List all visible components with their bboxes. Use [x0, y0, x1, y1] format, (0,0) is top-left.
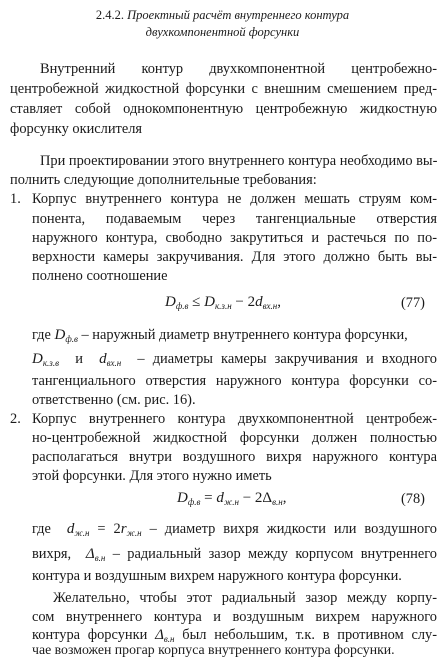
- item-1-marker: 1.: [10, 191, 21, 207]
- section-number: 2.4.2.: [95, 8, 124, 22]
- intro-line-1: Внутренний контур двухкомпонентной центробежно-: [40, 61, 437, 77]
- where-symbol: d: [66, 521, 75, 537]
- closing-symbol: Δ: [155, 627, 164, 643]
- item-1-line-3: наружного контура, свободно закрутиться и растечься по по-: [32, 230, 437, 246]
- requirements-line-1: При проектировании этого внутреннего контура необходимо вы-: [40, 153, 438, 169]
- formula-78-lhs-sub: ф.в: [187, 497, 201, 507]
- formula-77-t1: D: [204, 294, 215, 310]
- where-symbol: r: [120, 521, 127, 537]
- formula-77-t2: d: [255, 294, 263, 310]
- item-1-where-1: [32, 326, 408, 345]
- intro-line-3: ставляет собой однокомпонентную центробежную жидкостную: [10, 101, 437, 117]
- item-2-line-2: но-центробежной жидкостной форсунки должен полностью: [32, 430, 437, 446]
- where-text: – диаметры камеры закручивания и входного: [137, 351, 437, 367]
- where-symbol-sub: к.з.в: [42, 358, 59, 368]
- where-symbol: d: [99, 351, 107, 367]
- where-symbol-sub: в.н: [94, 553, 106, 563]
- equation-number-77: (77): [401, 295, 425, 311]
- section-title-part-2: двухкомпонентной форсунки: [145, 25, 300, 39]
- formula-77-lhs-sub: ф.в: [175, 301, 189, 311]
- where-symbol: D: [32, 351, 43, 367]
- item-2-line-3: располагаться внутри воздушного вихря наружного контура: [32, 449, 437, 465]
- formula-77-lhs: D: [165, 294, 176, 310]
- where-and: и: [75, 351, 83, 367]
- formula-77-minus: −: [235, 294, 244, 310]
- item-2-where-3: контура и воздушным вихрем наружного контура форсунки.: [32, 568, 402, 584]
- where-equals: = 2: [97, 521, 121, 537]
- where-text: – диаметр вихря жидкости или воздушного: [149, 521, 437, 537]
- formula-78-minus: −: [242, 490, 252, 506]
- formula-78-coef: 2Δ: [254, 490, 273, 506]
- formula-77-t1-sub: к.з.н: [214, 301, 232, 311]
- closing-line-2: сом внутреннего контура и воздушным вихрем наружного: [32, 609, 437, 625]
- item-1-line-5: полнено соотношение: [32, 268, 168, 284]
- where-symbol-sub: ф.в: [65, 334, 78, 344]
- formula-78-tail: ,: [282, 490, 287, 506]
- closing-text: контура форсунки: [32, 627, 148, 643]
- item-2-where-1: [32, 520, 437, 539]
- where-text: – наружный диаметр внутреннего контура форсунки,: [81, 327, 408, 343]
- formula-77-t2-sub: вх.н: [262, 301, 278, 311]
- item-2-where-2: [32, 545, 437, 564]
- requirements-line-2: полнить следующие дополнительные требования:: [10, 172, 317, 188]
- formula-77-rel: ≤: [192, 294, 201, 310]
- formula-78-lhs: D: [177, 490, 188, 506]
- item-1-line-1: Корпус внутреннего контура не должен мешать струям ком-: [32, 191, 437, 207]
- equation-number-78: (78): [401, 491, 425, 507]
- item-2-marker: 2.: [10, 411, 21, 427]
- closing-symbol-sub: в.н: [163, 634, 175, 644]
- formula-78-t1: d: [216, 490, 224, 506]
- closing-line-4: чае возможен прогар корпуса внутреннего контура форсунки.: [32, 642, 395, 657]
- item-2-line-4: этой форсунки. Для этого нужно иметь: [32, 468, 272, 484]
- formula-77: [165, 292, 281, 316]
- item-1-where-2: [32, 350, 437, 369]
- heading-line-1: [0, 7, 445, 24]
- closing-text: был небольшим, т.к. в противном слу-: [182, 627, 438, 643]
- where-symbol-sub: ж.н: [126, 528, 142, 538]
- formula-77-coef: 2: [247, 294, 256, 310]
- where-prefix: где: [32, 521, 51, 537]
- where-symbol: Δ: [85, 546, 95, 562]
- formula-78-rel: =: [204, 490, 213, 506]
- closing-line-3: [32, 627, 437, 643]
- section-heading: [0, 7, 445, 41]
- item-1-where-4: ответственно (см. рис. 16).: [32, 392, 196, 408]
- formula-78-t2-sub: в.н: [272, 497, 283, 507]
- formula-78-t1-sub: ж.н: [223, 497, 239, 507]
- formula-77-tail: ,: [277, 294, 281, 310]
- intro-line-2: центробежной жидкостной форсунки с внешним смешением пред-: [10, 81, 437, 97]
- item-1-where-3: тангенциального отверстия наружного контура форсунки со-: [32, 373, 437, 389]
- where-symbol-sub: ж.н: [74, 528, 90, 538]
- item-2-line-1: Корпус внутреннего контура двухкомпонентной центробеж-: [32, 411, 437, 427]
- item-1-line-4: верхности камеры закручивания. Для этого должно быть вы-: [32, 249, 437, 265]
- item-1-line-2: понента, подаваемым через тангенциальные отверстия: [32, 211, 437, 227]
- intro-line-4: форсунку окислителя: [10, 121, 143, 137]
- section-title-part-1: Проектный расчёт внутреннего контура: [127, 8, 350, 22]
- where-symbol-sub: вх.н: [106, 358, 122, 368]
- where-symbol: D: [54, 327, 66, 343]
- closing-line-1: Желательно, чтобы этот радиальный зазор между корпу-: [53, 590, 437, 606]
- where-prefix: вихря,: [32, 546, 72, 562]
- where-prefix: где: [32, 327, 51, 343]
- formula-78: [177, 488, 286, 512]
- where-text: – радиальный зазор между корпусом внутреннего: [112, 546, 437, 562]
